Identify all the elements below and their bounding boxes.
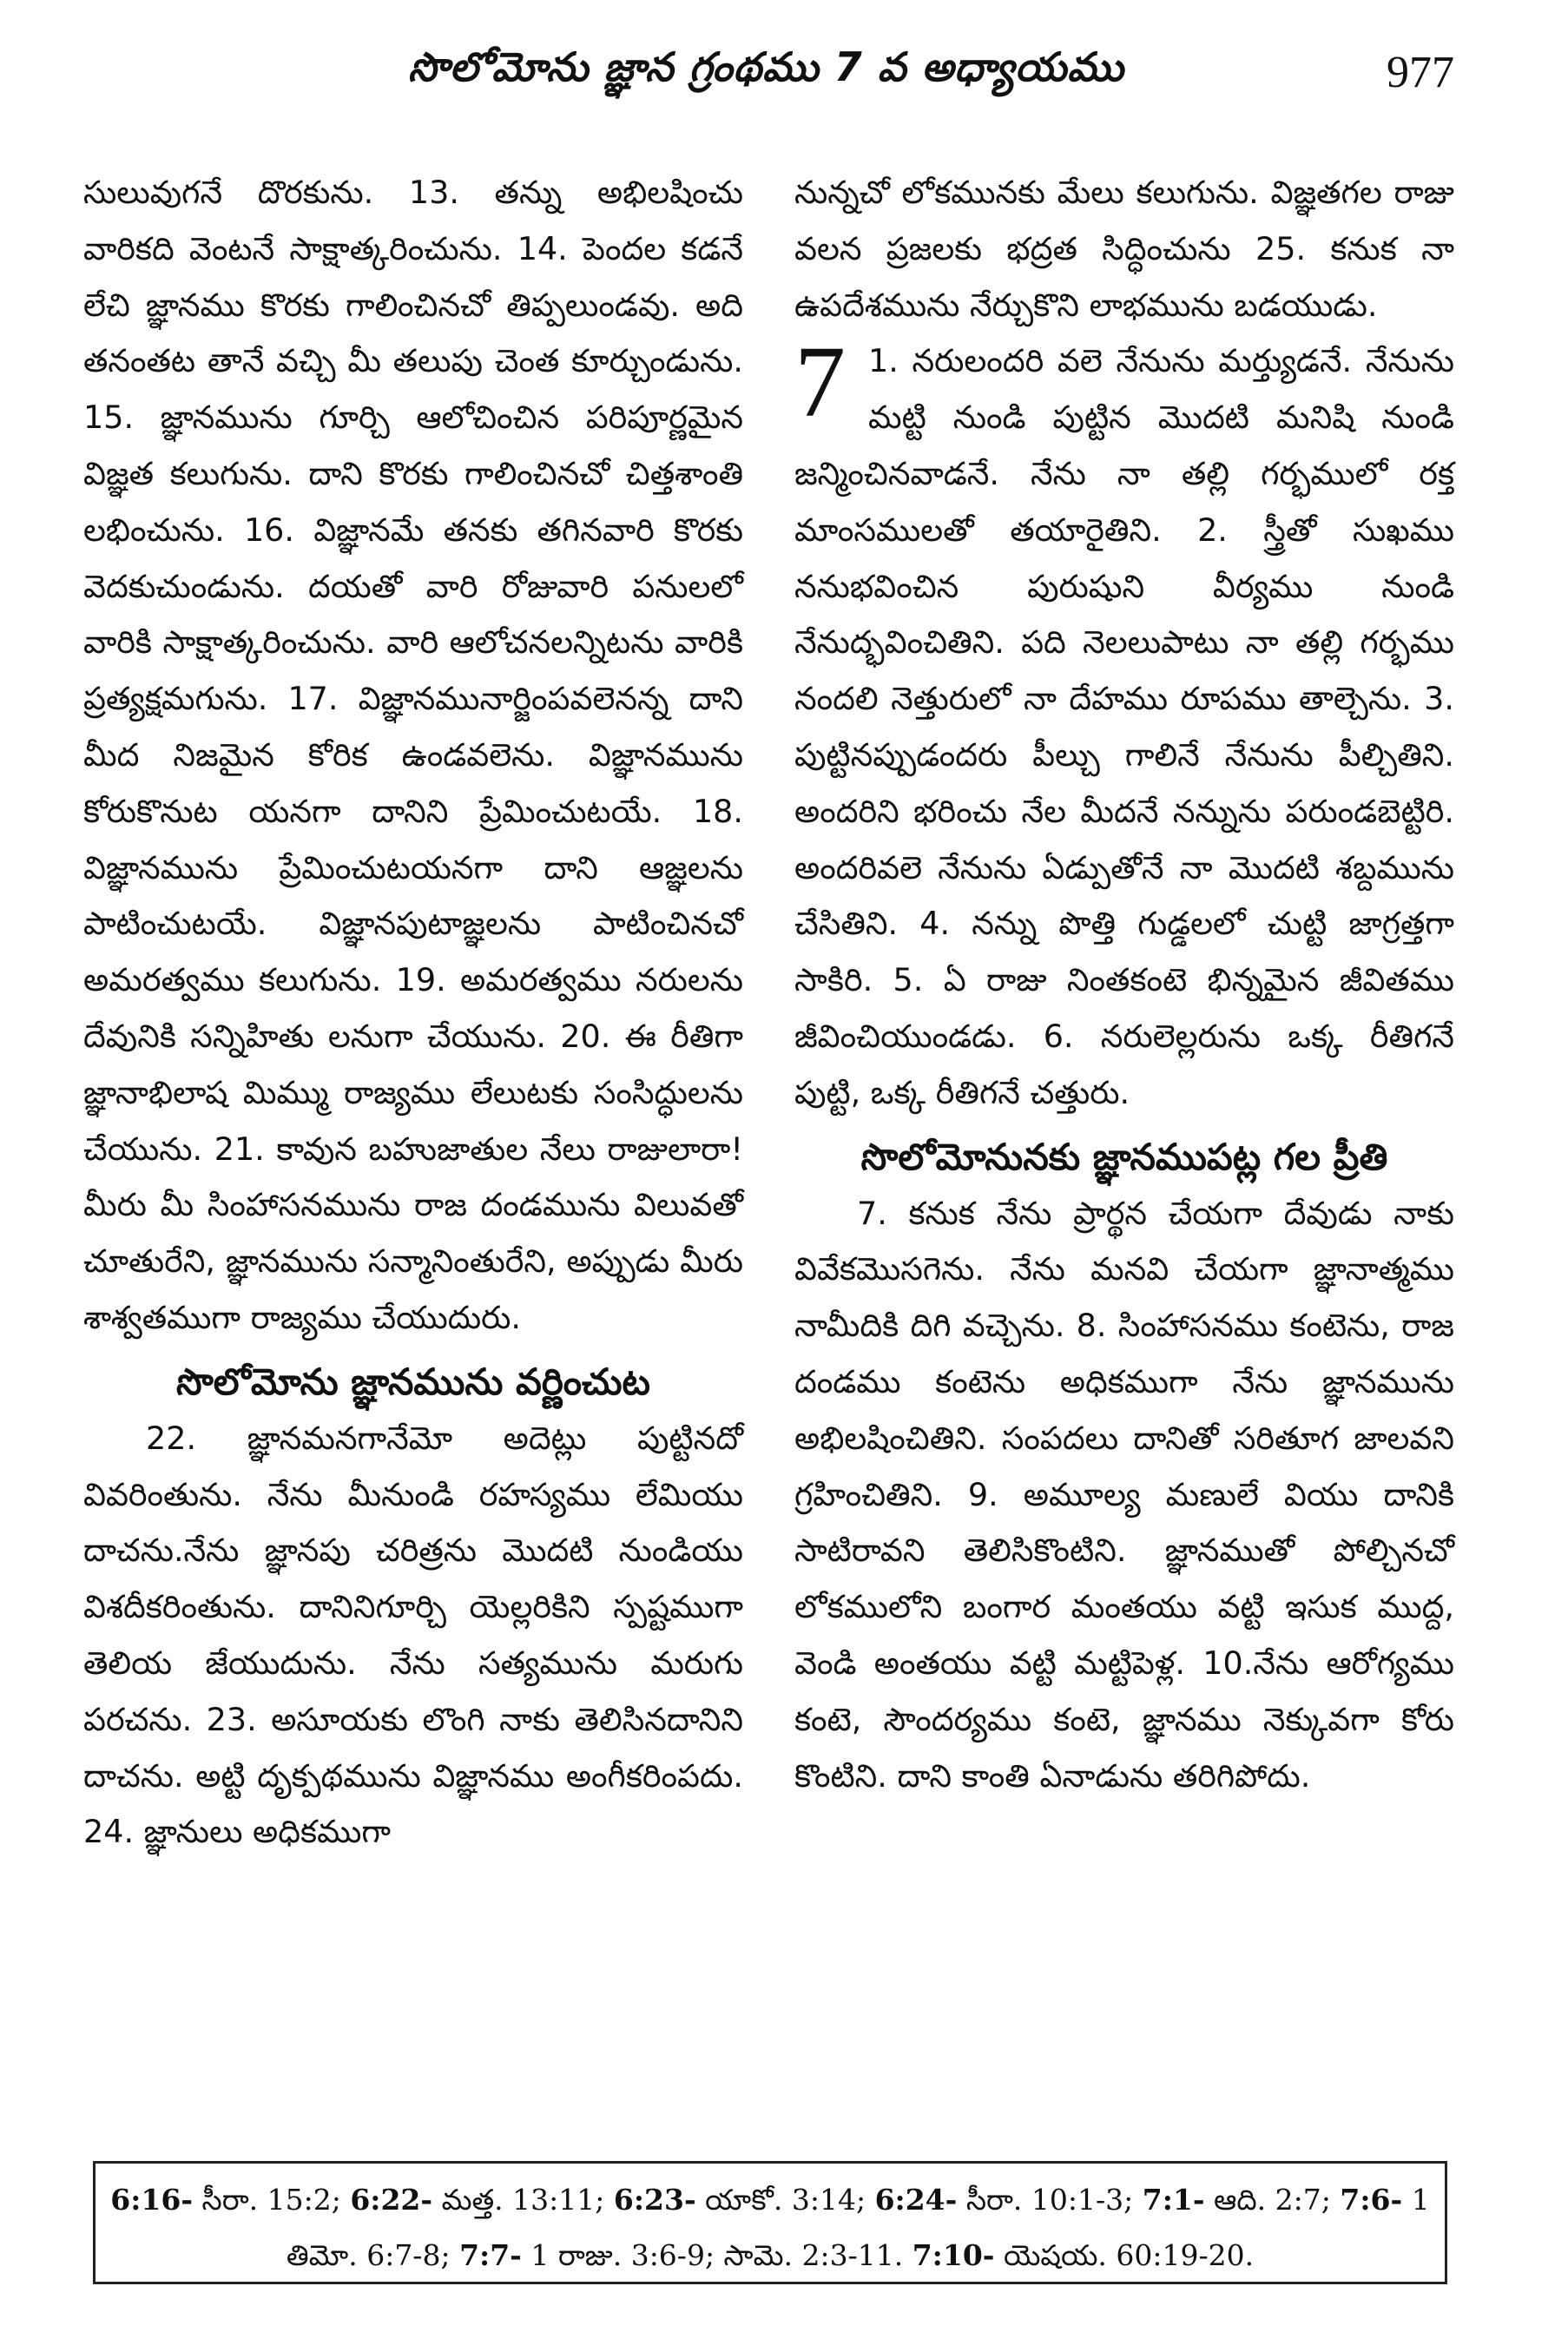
reference-key: 7:7- (459, 2238, 522, 2272)
section-heading-1: సొలోమోను జ్ఞానమును వర్ణించుట (176, 1360, 650, 1403)
right-paragraph-2: 1. నరులందరి వలె నేనును మర్త్యుడనే. నేనును మట్టి నుండి పుట్టిన మొదటి మనిషి నుండి జన్మించినవాడనే. నేను నా తల్లి గర్భములో రక్త మాంసములతో తయారైతిని. 2. స్త్రీతో సుఖము ననుభవించిన పురుషుని వీర్యము నుండి నేనుద్భవించితిని. పది నెలలుపాటు నా తల్లి గర్భము నందలి నెత్తురులో నా దేహము రూపము తాల్చెను. 3. పుట్టినప్పుడందరు పీల్చు గాలినే నేనును పీల్చితిని. అందరిని భరించు నేల మీదనే నన్నును పరుండబెట్టిరి. అందరివలె నేనును ఏడ్పుతోనే నా మొదటి శబ్దమును చేసితిని. 4. నన్ను పొత్తి గుడ్డలలో చుట్టి జాగ్రత్తగా సాకిరి. 5. ఏ రాజు నింతకంటె భిన్నమైన జీవితము జీవించియుండడు. 6. నరులెల్లరును ఒక్క రీతిగనే పుట్టి, ఒక్క రీతిగనే చత్తురు. (794, 342, 1454, 1111)
reference-text: మత్త. 13:11; (432, 2183, 614, 2217)
reference-text: 1 తిమో. 6:7-8; (286, 2183, 1430, 2272)
cross-references (110, 2183, 1429, 2272)
reference-key: 6:24- (874, 2183, 958, 2217)
left-paragraph-1: సులువుగనే దొరకును. 13. తన్ను అభిలషించు వారికది వెంటనే సాక్షాత్కరించును. 14. పెందల కడనే లేచి జ్ఞానము కొరకు గాలించినచో తిప్పలుండవు. అది తనంతట తానే వచ్చి మీ తలుపు చెంత కూర్చుండును. 15. జ్ఞానమును గూర్చి ఆలోచించిన పరిపూర్ణమైన విజ్ఞత కలుగును. దాని కొరకు గాలించినచో చిత్తశాంతి లభించును. 16. విజ్ఞానమే తనకు తగినవారి కొరకు వెదకుచుండును. దయతో వారి రోజువారి పనులలో వారికి సాక్షాత్కరించును. వారి ఆలోచనలన్నిటను వారికి ప్రత్యక్షమగును. 17. విజ్ఞానమునార్జింపవలెనన్న దాని మీద నిజమైన కోరిక ఉండవలెను. విజ్ఞానమును కోరుకొనుట యనగా దానిని ప్రేమించుటయే. 18. విజ్ఞానమును ప్రేమించుటయనగా దాని ఆజ్ఞలను పాటించుటయే. విజ్ఞానపుటాజ్ఞలను పాటించినచో అమరత్వము కలుగును. 19. అమరత్వము నరులను దేవునికి సన్నిహితు లనుగా చేయును. 20. ఈ రీతిగా జ్ఞానాభిలాష మిమ్ము రాజ్యము లేలుటకు సంసిద్ధులను చేయును. 21. కావున బహుజాతుల నేలు రాజులారా! మీరు మీ సింహాసనమును రాజ దండమును విలువతో చూతురేని, జ్ఞానమును సన్మానింతురేని, అప్పుడు మీరు శాశ్వతముగా రాజ్యము చేయుదురు. (83, 174, 743, 1336)
page-number: 977 (1387, 48, 1454, 97)
reference-key: 6:23- (613, 2183, 696, 2217)
page-header (78, 43, 1454, 113)
reference-key: 7:6- (1340, 2183, 1403, 2217)
reference-text: ఆది. 2:7; (1204, 2183, 1341, 2217)
reference-text: 1 రాజు. 3:6-9; సామె. 2:3-11. (521, 2238, 912, 2272)
running-title: సొలోమోను జ్ఞాన గ్రంథము 7 వ అధ్యాయము (408, 43, 1124, 90)
reference-key: 7:1- (1142, 2183, 1205, 2217)
chapter-block (794, 325, 1454, 1121)
left-column (83, 165, 743, 1861)
reference-key: 6:16- (110, 2183, 194, 2217)
section-heading-2: సొలోమోనునకు జ్ఞానముపట్ల గల ప్రీతి (860, 1135, 1388, 1178)
reference-text: సీరా. 15:2; (193, 2183, 351, 2217)
reference-text: యాకో. 3:14; (695, 2183, 875, 2217)
chapter-number: 7 (794, 325, 846, 439)
left-paragraph-2: 22. జ్ఞానమనగానేమో అదెట్లు పుట్టినదో వివరింతును. నేను మీనుండి రహస్యము లేమియు దాచను.నేను జ్ఞానపు చరిత్రను మొదటి నుండియు విశదీకరింతును. దానినిగూర్చి యెల్లరికిని స్పష్టముగా తెలియ జేయుదును. నేను సత్యమును మరుగు పరచను. 23. అసూయకు లొంగి నాకు తెలిసినదానిని దాచను. అట్టి దృక్పథమును విజ్ఞానము అంగీకరింపదు. 24. జ్ఞానులు అధికముగా (83, 1419, 743, 1851)
reference-key: 6:22- (350, 2183, 433, 2217)
right-paragraph-3: 7. కనుక నేను ప్రార్థన చేయగా దేవుడు నాకు వివేకమొసగెను. నేను మనవి చేయగా జ్ఞానాత్మము నామీదికి దిగి వచ్చెను. 8. సింహాసనము కంటెను, రాజ దండము కంటెను అధికముగా నేను జ్ఞానమును అభిలషించితిని. సంపదలు దానితో సరితూగ జాలవని గ్రహించితిని. 9. అమూల్య మణులే వియు దానికి సాటిరావని తెలిసికొంటిని. జ్ఞానముతో పోల్చినచో లోకములోని బంగార మంతయు వట్టి ఇసుక ముద్ద, వెండి అంతయు వట్టి మట్టిపెళ్ల. 10.నేను ఆరోగ్యము కంటె, సౌందర్యము కంటె, జ్ఞానము నెక్కువగా కోరు కొంటిని. దాని కాంతి ఏనాడును తరిగిపోదు. (794, 1194, 1454, 1795)
right-paragraph-1: నున్నచో లోకమునకు మేలు కలుగును. విజ్ఞతగల రాజు వలన ప్రజలకు భద్రత సిద్ధించును 25. కనుక నా ఉపదేశమును నేర్చుకొని లాభమును బడయుడు. (794, 174, 1454, 324)
right-column (794, 165, 1454, 1804)
reference-text: యెషయ. 60:19-20. (994, 2238, 1255, 2272)
cross-references-box (93, 2161, 1447, 2284)
reference-text: సీరా. 10:1-3; (957, 2183, 1143, 2217)
reference-key: 7:10- (912, 2238, 995, 2272)
